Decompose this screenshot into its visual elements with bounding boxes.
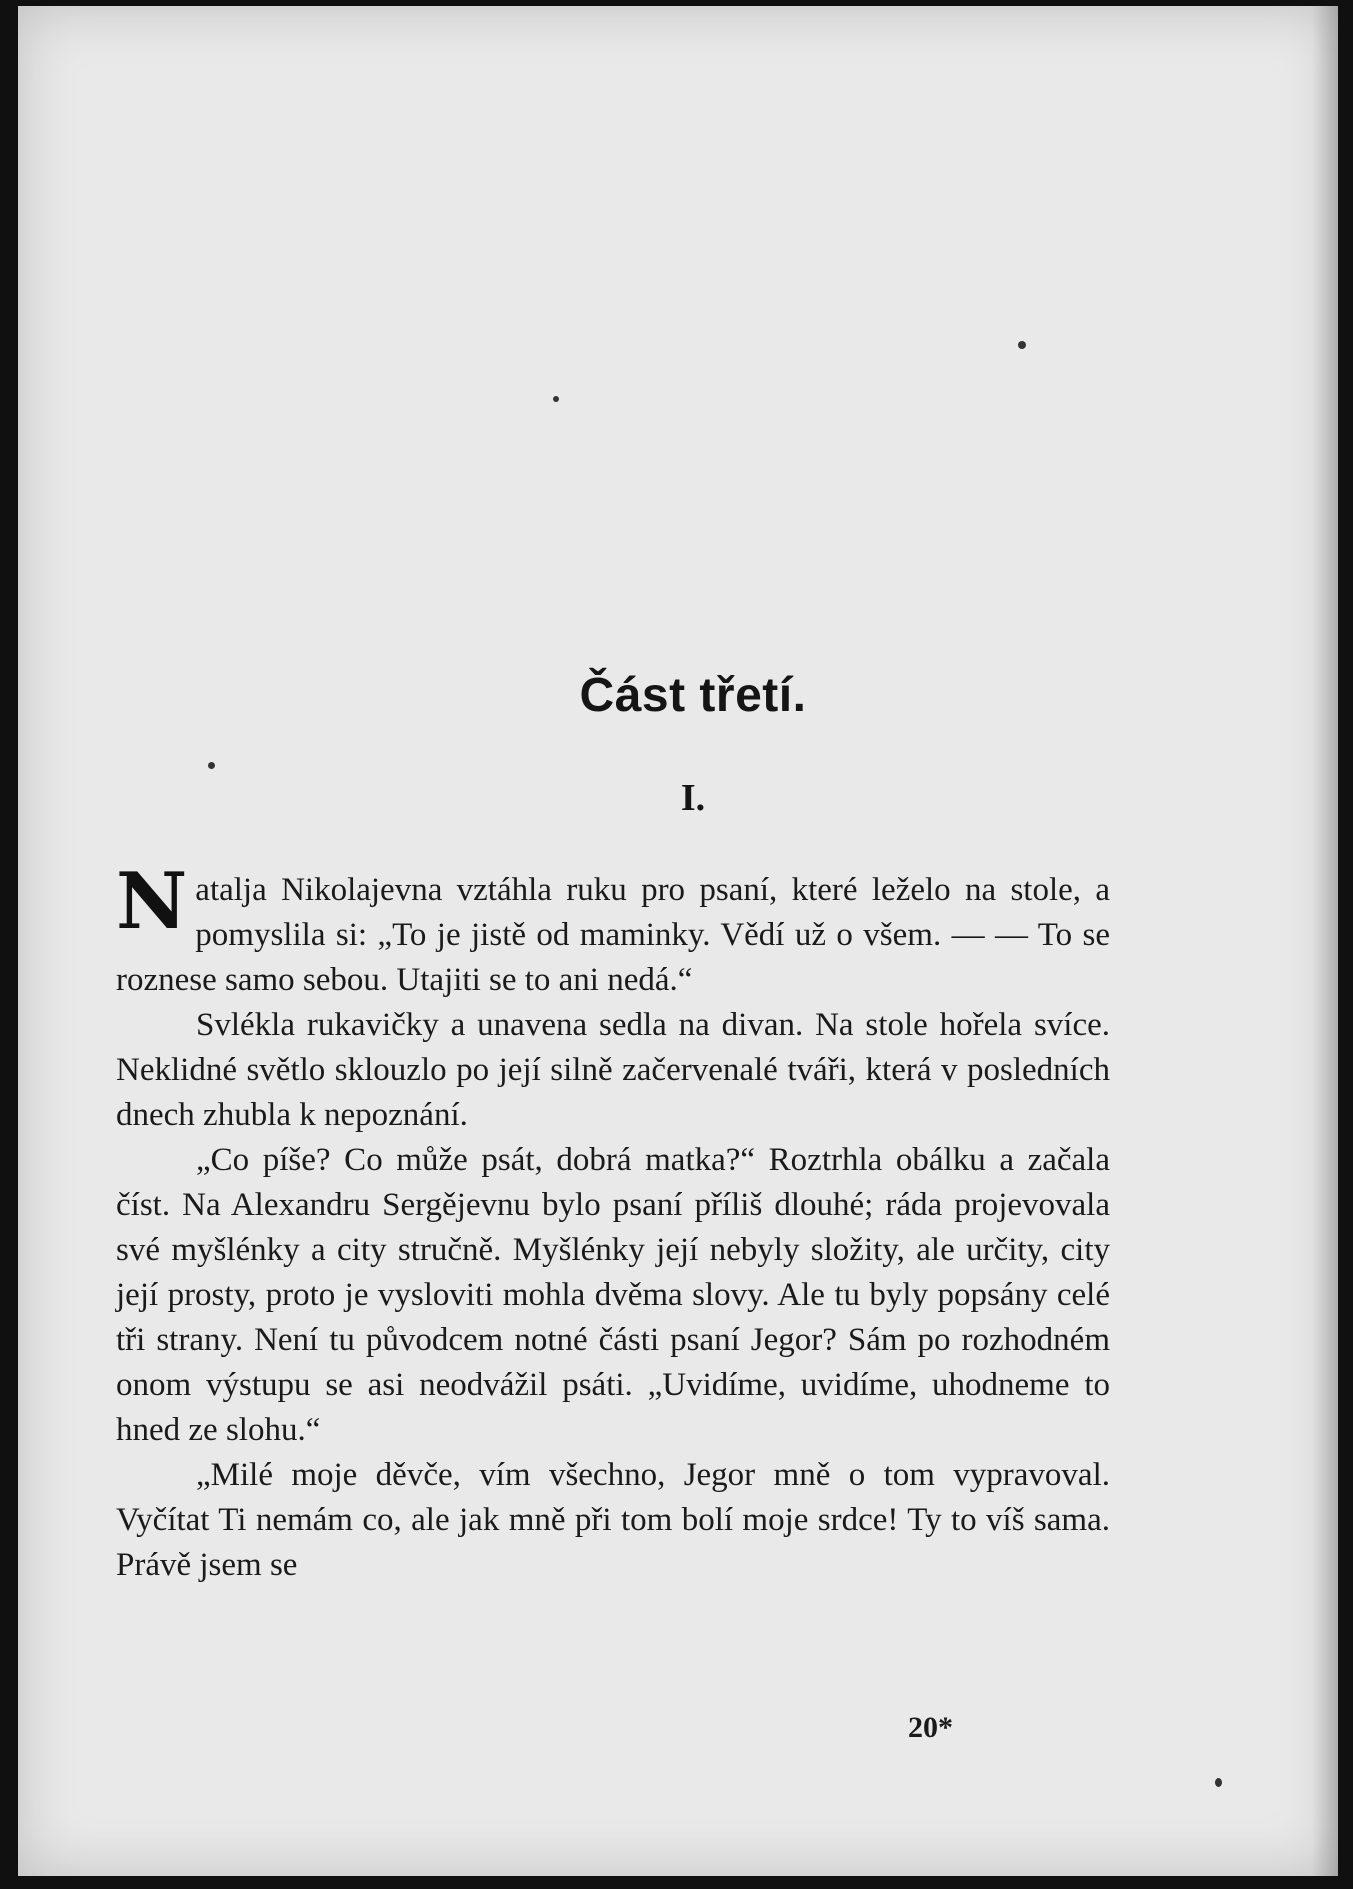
print-speck (1018, 341, 1026, 349)
paragraph-4: „Milé moje děvče, vím všechno, Jegor mně o tom vypravoval. Vyčítat Ti nemám co, ale jak mně při tom bolí moje srdce! Ty to víš sama. Právě jsem se (116, 1457, 1110, 1583)
section-numeral: I. (680, 777, 706, 819)
print-speck (553, 396, 559, 402)
print-speck (208, 762, 215, 769)
print-speck (1215, 1778, 1222, 1787)
book-page (18, 6, 1338, 1876)
paragraph-3: „Co píše? Co může psát, dobrá matka?“ Roztrhla obálku a začala číst. Na Alexandru Sergějevnu bylo psaní příliš dlouhé; ráda projevovala své myšlénky a city stručně. Myšlénky její nebyly složity, ale určity, city její prosty, proto je vysloviti mohla dvěma slovy. Ale tu byly popsány celé tři strany. Není tu původcem notné části psaní Jegor? Sám po rozhodném onom výstupu se asi neodvážil psáti. „Uvidíme, uvidíme, uhodneme to hned ze slohu.“ (116, 1142, 1110, 1448)
paragraph-1-text: atalja Nikolajevna vztáhla ruku pro psaní, které leželo na stole, a pomyslila si: „To je jistě od maminky. Vědí už o všem. — — To se roznese samo sebou. Utajiti se to ani nedá.“ (116, 872, 1110, 998)
page-folio: 20* (908, 1711, 953, 1744)
drop-cap: N (116, 856, 188, 947)
chapter-title: Část třetí. (579, 669, 807, 722)
paragraph-2: Svlékla rukavičky a unavena sedla na divan. Na stole hořela svíce. Neklidné světlo sklouzlo po její silně začervenalé tváři, která v posledních dnech zhubla k nepoznání. (116, 1007, 1110, 1133)
page-edge-shadow (1312, 6, 1338, 1876)
paragraph-1 (116, 856, 1110, 1003)
body-text (116, 856, 1110, 1588)
